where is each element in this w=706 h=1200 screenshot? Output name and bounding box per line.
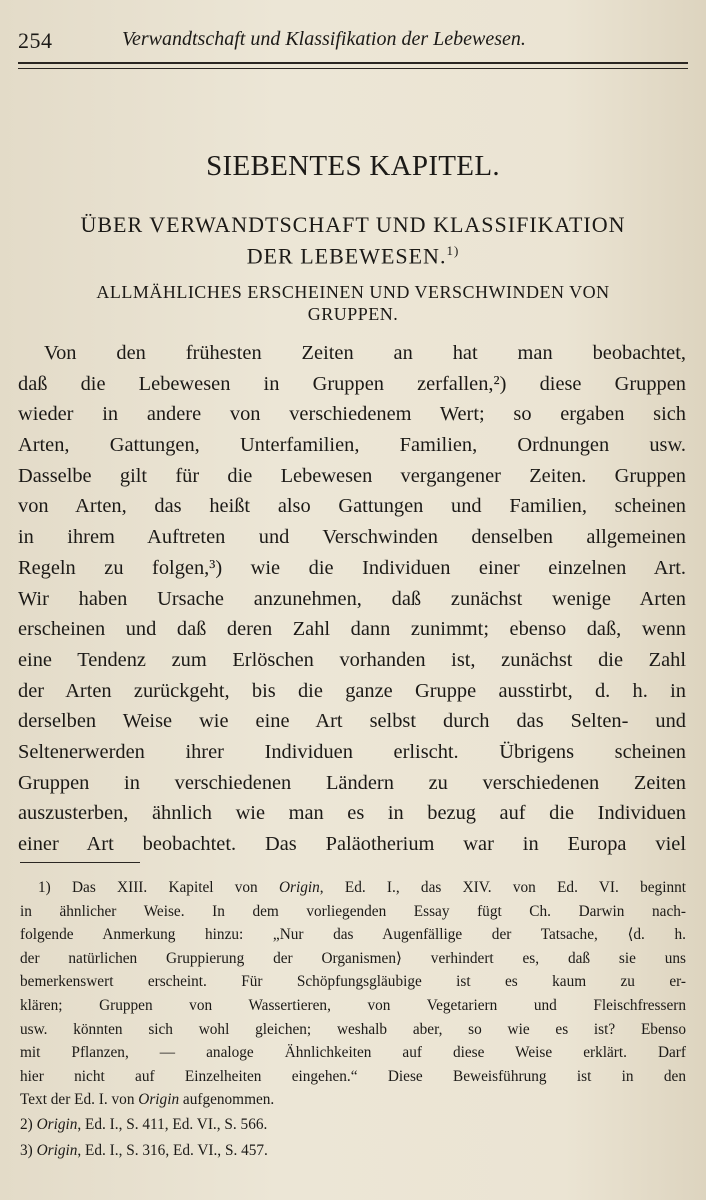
body-line: Dasselbe gilt für die Lebewesen vergangener Zeiten. Gruppen bbox=[18, 464, 686, 487]
body-line: auszusterben, ähnlich wie man es in bezug auf die Individuen bbox=[18, 802, 686, 825]
section-heading-line-1: ALLMÄHLICHES ERSCHEINEN UND VERSCHWINDEN VON bbox=[96, 282, 610, 302]
footnote-separator bbox=[20, 862, 140, 863]
body-line: wieder in andere von verschiedenem Wert; so ergaben sich bbox=[18, 403, 686, 426]
page-number: 254 bbox=[18, 28, 53, 53]
body-line: Arten, Gattungen, Unterfamilien, Familien, Ordnungen usw. bbox=[18, 434, 686, 457]
footnote-3: 3) Origin, Ed. I., S. 316, Ed. VI., S. 457. bbox=[20, 1141, 268, 1159]
header-rule-thin bbox=[18, 68, 688, 69]
chapter-subtitle-line-1: ÜBER VERWANDTSCHAFT UND KLASSIFIKATION bbox=[80, 212, 626, 237]
body-line: derselben Weise wie eine Art selbst durch das Selten- und bbox=[18, 710, 686, 733]
footnote-1-line: usw. könnten sich wohl gleichen; weshalb aber, so wie es ist? Ebenso bbox=[20, 1020, 686, 1038]
body-line: von Arten, das heißt also Gattungen und Familien, scheinen bbox=[18, 495, 686, 518]
body-line: Wir haben Ursache anzunehmen, daß zunächst wenige Arten bbox=[18, 587, 686, 610]
footnotes bbox=[20, 876, 686, 1164]
footnote-marker-1: 1) bbox=[446, 243, 460, 258]
footnote-1-line: der natürlichen Gruppierung der Organismen⟩ verhindert es, daß sie uns bbox=[20, 949, 686, 967]
body-line: Von den frühesten Zeiten an hat man beobachtet, bbox=[44, 342, 686, 364]
footnote-1-line: Text der Ed. I. von Origin aufgenommen. bbox=[20, 1091, 275, 1109]
page-header bbox=[18, 24, 688, 56]
chapter-subtitle-text: DER LEBEWESEN. bbox=[246, 243, 447, 269]
body-line: Regeln zu folgen,³) wie die Individuen einer einzelnen Art. bbox=[18, 556, 686, 579]
body-text bbox=[18, 338, 686, 860]
chapter-subtitle-line-2 bbox=[0, 243, 706, 269]
header-rule-thick bbox=[18, 62, 688, 64]
running-head: Verwandtschaft und Klassifikation der Lebewesen. bbox=[122, 28, 526, 50]
footnote-1-line: folgende Anmerkung hinzu: „Nur das Augenfällige der Tatsache, ⟨d. h. bbox=[20, 926, 686, 944]
section-heading-line-2: GRUPPEN. bbox=[307, 304, 399, 324]
footnote-1-line: in ähnlicher Weise. In dem vorliegenden Essay fügt Ch. Darwin nach- bbox=[20, 902, 686, 920]
footnote-1-line: klären; Gruppen von Wassertieren, von Vegetariern und Fleischfressern bbox=[20, 996, 686, 1014]
body-line: eine Tendenz zum Erlöschen vorhanden ist, zunächst die Zahl bbox=[18, 648, 686, 671]
footnote-2: 2) Origin, Ed. I., S. 411, Ed. VI., S. 566. bbox=[20, 1115, 268, 1133]
body-line: daß die Lebewesen in Gruppen zerfallen,²) diese Gruppen bbox=[18, 372, 686, 395]
footnote-1-line: hier nicht auf Einzelheiten eingehen.“ Diese Beweisführung ist in den bbox=[20, 1067, 686, 1085]
footnote-1-line: 1) Das XIII. Kapitel von Origin, Ed. I., das XIV. von Ed. VI. beginnt bbox=[38, 879, 686, 896]
body-line: in ihrem Auftreten und Verschwinden denselben allgemeinen bbox=[18, 526, 686, 549]
body-line: einer Art beobachtet. Das Paläotherium war in Europa viel bbox=[18, 833, 686, 855]
body-line: Gruppen in verschiedenen Ländern zu verschiedenen Zeiten bbox=[18, 771, 686, 794]
footnote-1-line: mit Pflanzen, — analoge Ähnlichkeiten auf diese Weise erklärt. Darf bbox=[20, 1044, 686, 1062]
chapter-title: SIEBENTES KAPITEL. bbox=[206, 150, 500, 182]
body-line: Seltenerwerden ihrer Individuen erlischt. Übrigens scheinen bbox=[18, 740, 686, 763]
footnote-1-line: bemerkenswert erscheint. Für Schöpfungsgläubige ist es kaum zu er- bbox=[20, 973, 686, 991]
body-line: erscheinen und daß deren Zahl dann zunimmt; ebenso daß, wenn bbox=[18, 618, 686, 641]
body-line: der Arten zurückgeht, bis die ganze Gruppe ausstirbt, d. h. in bbox=[18, 679, 686, 702]
